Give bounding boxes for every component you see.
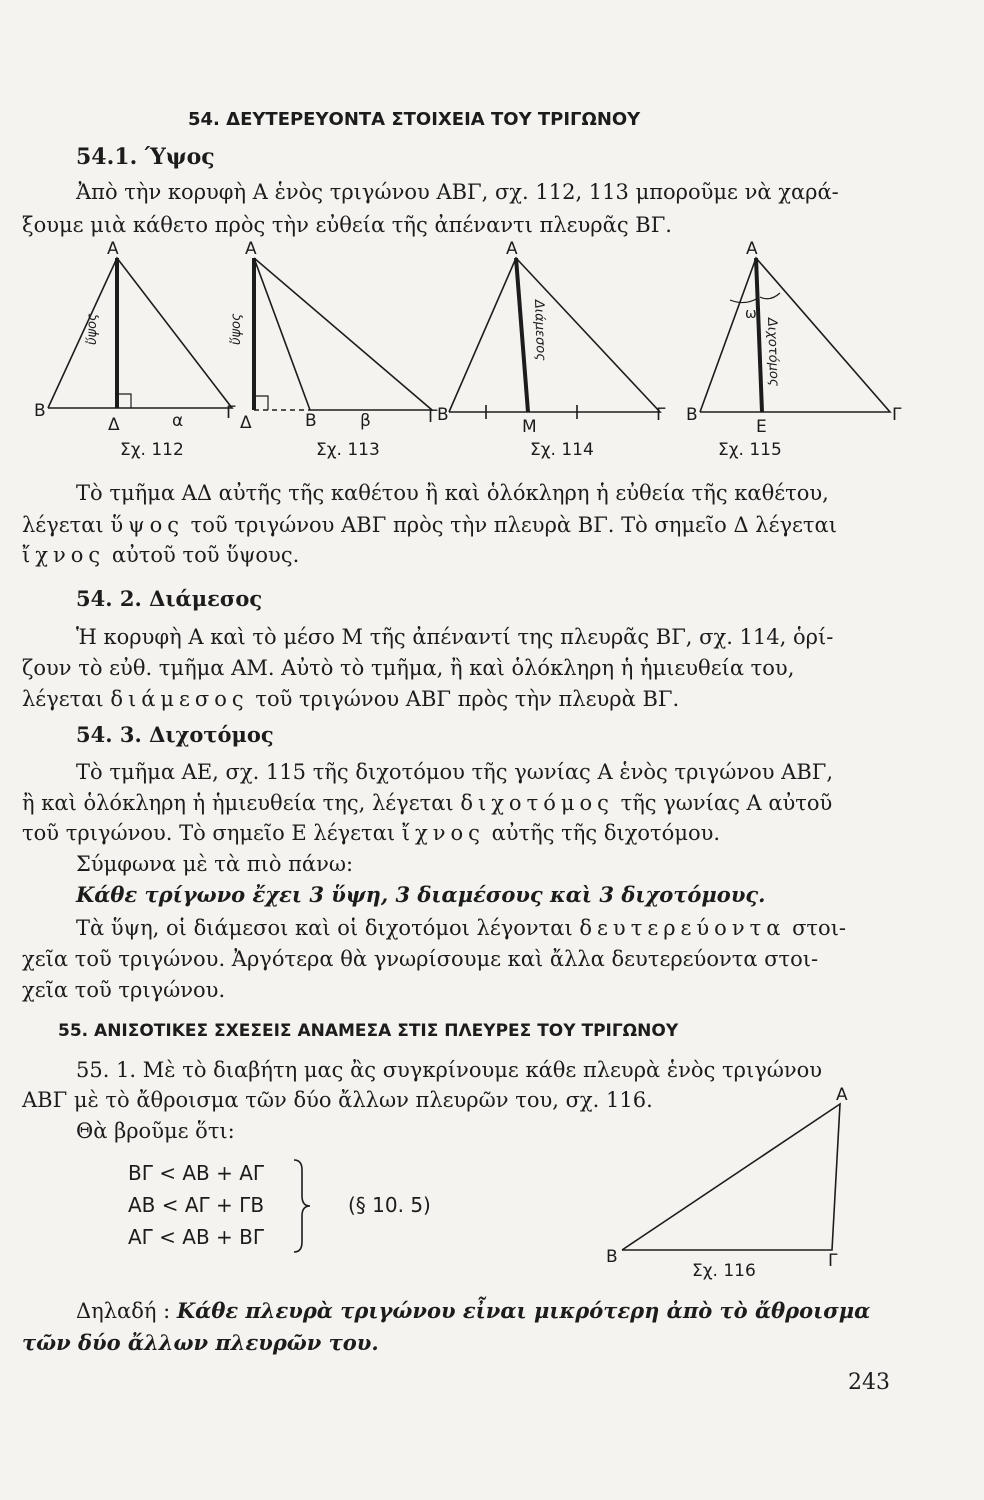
triangle-115 bbox=[700, 258, 890, 412]
vertex-A: Α bbox=[107, 239, 119, 259]
vertex-G: Γ bbox=[656, 405, 666, 425]
figure-116 bbox=[600, 1080, 860, 1290]
paragraph-line: Τὸ τμῆμα ΑΔ αὐτῆς τῆς καθέτου ἢ καὶ ὁλόκληρη ἡ εὐθεία τῆς καθέτου, bbox=[76, 481, 829, 505]
subsection-54-1-title: 54.1. Ύψος bbox=[76, 144, 215, 170]
paragraph-line: λέγεται διάμεσος τοῦ τριγώνου ΑΒΓ πρὸς τὴν πλευρὰ ΒΓ. bbox=[22, 687, 680, 711]
right-angle-marker bbox=[117, 394, 131, 408]
vertex-A: Α bbox=[506, 239, 518, 259]
subsection-54-2-title: 54. 2. Διάμεσος bbox=[76, 586, 263, 611]
paragraph-line: ἢ καὶ ὁλόκληρη ἡ ἡμιευθεία της, λέγεται διχοτόμος τῆς γωνίας Α αὐτοῦ bbox=[22, 791, 833, 815]
median-label: Διάμεσος bbox=[531, 299, 549, 362]
caption-fig-116: Σχ. 116 bbox=[692, 1261, 756, 1281]
vertex-B: Β bbox=[686, 405, 698, 425]
term-deftereuonta: δευτερεύοντα bbox=[579, 916, 786, 940]
inequality-3: ΑΓ < ΑΒ + ΒΓ bbox=[128, 1225, 265, 1249]
paragraph-line: Ἡ κορυφὴ Α καὶ τὸ μέσο Μ τῆς ἀπέναντί της πλευρᾶς ΒΓ, σχ. 114, ὁρί- bbox=[76, 625, 834, 649]
vertex-A: Α bbox=[836, 1085, 848, 1105]
inequality-1: ΒΓ < ΑΒ + ΑΓ bbox=[128, 1161, 265, 1185]
section-55-title: 55. ΑΝΙΣΟΤΙΚΕΣ ΣΧΕΣΕΙΣ ΑΝΑΜΕΣΑ ΣΤΙΣ ΠΛΕΥΡΕΣ ΤΟΥ ΤΡΙΓΩΝΟΥ bbox=[58, 1021, 679, 1041]
right-angle-marker bbox=[254, 396, 268, 410]
paragraph-line: Σύμφωνα μὲ τὰ πιὸ πάνω: bbox=[76, 852, 354, 876]
caption-fig-112: Σχ. 112 bbox=[120, 440, 184, 460]
term-diamesos: διάμεσος bbox=[110, 687, 249, 711]
foot-D: Δ bbox=[108, 415, 120, 435]
vertex-B: Β bbox=[606, 1247, 618, 1267]
paragraph-line: Ἀπὸ τὴν κορυφὴ Α ἑνὸς τριγώνου ΑΒΓ, σχ. 112, 113 μποροῦμε νὰ χαρά- bbox=[76, 180, 839, 204]
vertex-G: Γ bbox=[828, 1251, 838, 1271]
triangle-116 bbox=[622, 1104, 840, 1250]
subsection-54-3-title: 54. 3. Διχοτόμος bbox=[76, 722, 274, 747]
key-statement: Κάθε τρίγωνο ἔχει 3 ὕψη, 3 διαμέσους καὶ 3 διχοτόμους. bbox=[76, 882, 766, 907]
vertex-B: Β bbox=[34, 401, 46, 421]
triangle-114 bbox=[449, 258, 660, 412]
paragraph-line: τοῦ τριγώνου. Τὸ σημεῖο Ε λέγεται ἴχνος αὐτῆς τῆς διχοτόμου. bbox=[22, 821, 721, 845]
vertex-G: Γ bbox=[892, 405, 902, 425]
section-reference: (§ 10. 5) bbox=[348, 1193, 431, 1217]
median-114 bbox=[516, 258, 528, 412]
section-54-title: 54. ΔΕΥΤΕΡΕΥΟΝΤΑ ΣΤΟΙΧΕΙΑ ΤΟΥ ΤΡΙΓΩΝΟΥ bbox=[188, 109, 641, 130]
conclusion-statement-end: τῶν δύο ἄλλων πλευρῶν του. bbox=[22, 1330, 379, 1355]
paragraph-line: χεῖα τοῦ τριγώνου. Ἀργότερα θὰ γνωρίσουμε καὶ ἄλλα δευτερεύοντα στοι- bbox=[22, 947, 819, 971]
vertex-B: Β bbox=[437, 405, 449, 425]
paragraph-line: ζουν τὸ εὐθ. τμῆμα ΑΜ. Αὐτὸ τὸ τμῆμα, ἢ καὶ ὁλόκληρη ἡ ἡμιευθεία του, bbox=[22, 656, 795, 680]
angle-omega: ω bbox=[745, 306, 757, 322]
foot-E: Ε bbox=[756, 417, 767, 437]
side-a: α bbox=[172, 411, 184, 431]
paragraph-line: λέγεται ὕψος τοῦ τριγώνου ΑΒΓ πρὸς τὴν πλευρὰ ΒΓ. Τὸ σημεῖο Δ λέγεται bbox=[22, 513, 837, 537]
figures-112-115 bbox=[0, 0, 984, 470]
paragraph-line: 55. 1. Μὲ τὸ διαβήτη μας ἂς συγκρίνουμε κάθε πλευρὰ ἑνὸς τριγώνου bbox=[76, 1058, 823, 1082]
midpoint-M: Μ bbox=[522, 417, 537, 437]
altitude-label: ὕψος bbox=[85, 313, 100, 345]
vertex-A: Α bbox=[245, 239, 257, 259]
triangle-112 bbox=[48, 258, 232, 408]
term-dichotomos: διχοτόμος bbox=[460, 791, 614, 815]
term-ichnos: ἴχνος bbox=[401, 821, 485, 845]
page-number: 243 bbox=[848, 1370, 890, 1395]
term-ichnos: ἴχνος bbox=[22, 543, 106, 567]
conclusion-statement: Κάθε πλευρὰ τριγώνου εἶναι μικρότερη ἀπὸ τὸ ἄθροισμα bbox=[176, 1298, 871, 1323]
figure-113 bbox=[254, 258, 432, 410]
vertex-A: Α bbox=[746, 239, 758, 259]
right-brace bbox=[290, 1158, 314, 1254]
angle-arc bbox=[760, 293, 780, 299]
triangle-113 bbox=[254, 258, 432, 410]
paragraph-line: Τὸ τμῆμα ΑΕ, σχ. 115 τῆς διχοτόμου τῆς γωνίας Α ἑνὸς τριγώνου ΑΒΓ, bbox=[76, 760, 834, 784]
vertex-G: Γ bbox=[428, 407, 438, 427]
bisector-115 bbox=[756, 258, 762, 412]
caption-fig-114: Σχ. 114 bbox=[530, 440, 594, 460]
bisector-label: Διχοτόμος bbox=[764, 317, 782, 387]
paragraph-line: Θὰ βροῦμε ὅτι: bbox=[76, 1119, 235, 1143]
conclusion-line: Δηλαδή : Κάθε πλευρὰ τριγώνου εἶναι μικρότερη ἀπὸ τὸ ἄθροισμα bbox=[76, 1298, 871, 1323]
paragraph-line: ΑΒΓ μὲ τὸ ἄθροισμα τῶν δύο ἄλλων πλευρῶν του, σχ. 116. bbox=[22, 1088, 653, 1112]
vertex-B: Β bbox=[305, 411, 317, 431]
vertex-G: Γ bbox=[226, 403, 236, 423]
term-ypsos: ὕψος bbox=[110, 513, 184, 537]
figure-115 bbox=[700, 258, 890, 412]
figure-112 bbox=[48, 258, 232, 408]
paragraph-line: Τὰ ὕψη, οἱ διάμεσοι καὶ οἱ διχοτόμοι λέγονται δευτερεύοντα στοι- bbox=[76, 916, 847, 940]
figure-114 bbox=[449, 258, 660, 419]
foot-D: Δ bbox=[240, 413, 252, 433]
altitude-label: ὕψος bbox=[229, 313, 244, 345]
caption-fig-115: Σχ. 115 bbox=[718, 440, 782, 460]
caption-fig-113: Σχ. 113 bbox=[316, 440, 380, 460]
paragraph-line: χεῖα τοῦ τριγώνου. bbox=[22, 978, 226, 1002]
angle-arc bbox=[730, 298, 758, 303]
paragraph-line: ἴχνος αὐτοῦ τοῦ ὕψους. bbox=[22, 543, 300, 567]
inequality-2: ΑΒ < ΑΓ + ΓΒ bbox=[128, 1193, 265, 1217]
paragraph-line: ξουμε μιὰ κάθετο πρὸς τὴν εὐθεία τῆς ἀπέναντι πλευρᾶς ΒΓ. bbox=[22, 213, 672, 237]
side-b: β bbox=[360, 411, 371, 431]
